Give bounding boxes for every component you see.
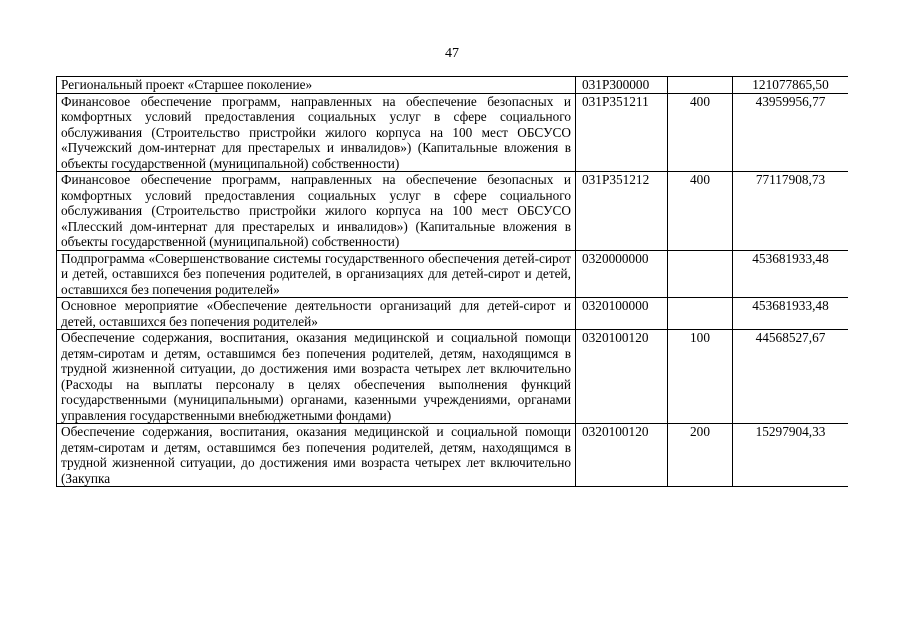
row-name: Основное мероприятие «Обеспечение деятельности организаций для детей-сирот и детей, оставшихся без попечения родителей» bbox=[57, 298, 576, 330]
row-name: Обеспечение содержания, воспитания, оказания медицинской и социальной помощи детям-сиротам и детям, оставшимся без попечения родителей, детям, находящимся в трудной жизненной ситуации, до достижения ими возраста четырех лет включительно (Закупка bbox=[57, 424, 576, 487]
row-expense-type bbox=[668, 77, 733, 94]
row-code: 031P351212 bbox=[576, 172, 668, 251]
row-amount: 453681933,48 bbox=[733, 298, 849, 330]
row-expense-type bbox=[668, 250, 733, 298]
row-amount: 77117908,73 bbox=[733, 172, 849, 251]
row-amount: 43959956,77 bbox=[733, 93, 849, 172]
row-name: Обеспечение содержания, воспитания, оказания медицинской и социальной помощи детям-сиротам и детям, оставшимся без попечения родителей, детям, находящимся в трудной жизненной ситуации, до достижения ими возраста четырех лет включительно (Расходы на выплаты персоналу в целях обеспечения выполнения функций государственными (муниципальными) органами, казенными учреждениями, органами управления государственными внебюджетными фондами) bbox=[57, 330, 576, 424]
row-name: Финансовое обеспечение программ, направленных на обеспечение безопасных и комфортных условий предоставления социальных услуг в сфере социального обслуживания (Строительство пристройки жилого корпуса на 100 мест ОБСУСО «Пучежский дом-интернат для престарелых и инвалидов») (Капитальные вложения в объекты государственной (муниципальной) собственности) bbox=[57, 93, 576, 172]
budget-table-container bbox=[56, 76, 848, 639]
table-row bbox=[57, 298, 849, 330]
table-row bbox=[57, 93, 849, 172]
table-row bbox=[57, 330, 849, 424]
row-name: Подпрограмма «Совершенствование системы государственного обеспечения детей-сирот и детей, оставшихся без попечения родителей, в организациях для детей-сирот и детей, оставшихся без попечения родителей» bbox=[57, 250, 576, 298]
budget-table bbox=[56, 76, 848, 487]
page-number: 47 bbox=[445, 46, 459, 61]
table-row bbox=[57, 77, 849, 94]
row-name: Финансовое обеспечение программ, направленных на обеспечение безопасных и комфортных условий предоставления социальных услуг в сфере социального обслуживания (Строительство пристройки жилого корпуса на 100 мест ОБСУСО «Плесский дом-интернат для престарелых и инвалидов») (Капитальные вложения в объекты государственной (муниципальной) собственности) bbox=[57, 172, 576, 251]
row-expense-type: 100 bbox=[668, 330, 733, 424]
row-code: 0320100120 bbox=[576, 424, 668, 487]
row-expense-type: 400 bbox=[668, 172, 733, 251]
table-row bbox=[57, 250, 849, 298]
row-code: 031P300000 bbox=[576, 77, 668, 94]
row-code: 0320100120 bbox=[576, 330, 668, 424]
row-expense-type: 400 bbox=[668, 93, 733, 172]
row-amount: 121077865,50 bbox=[733, 77, 849, 94]
row-code: 0320100000 bbox=[576, 298, 668, 330]
row-amount: 15297904,33 bbox=[733, 424, 849, 487]
table-row bbox=[57, 172, 849, 251]
row-expense-type bbox=[668, 298, 733, 330]
row-code: 031P351211 bbox=[576, 93, 668, 172]
row-name: Региональный проект «Старшее поколение» bbox=[57, 77, 576, 94]
row-amount: 453681933,48 bbox=[733, 250, 849, 298]
table-row bbox=[57, 424, 849, 487]
row-code: 0320000000 bbox=[576, 250, 668, 298]
row-amount: 44568527,67 bbox=[733, 330, 849, 424]
row-expense-type: 200 bbox=[668, 424, 733, 487]
